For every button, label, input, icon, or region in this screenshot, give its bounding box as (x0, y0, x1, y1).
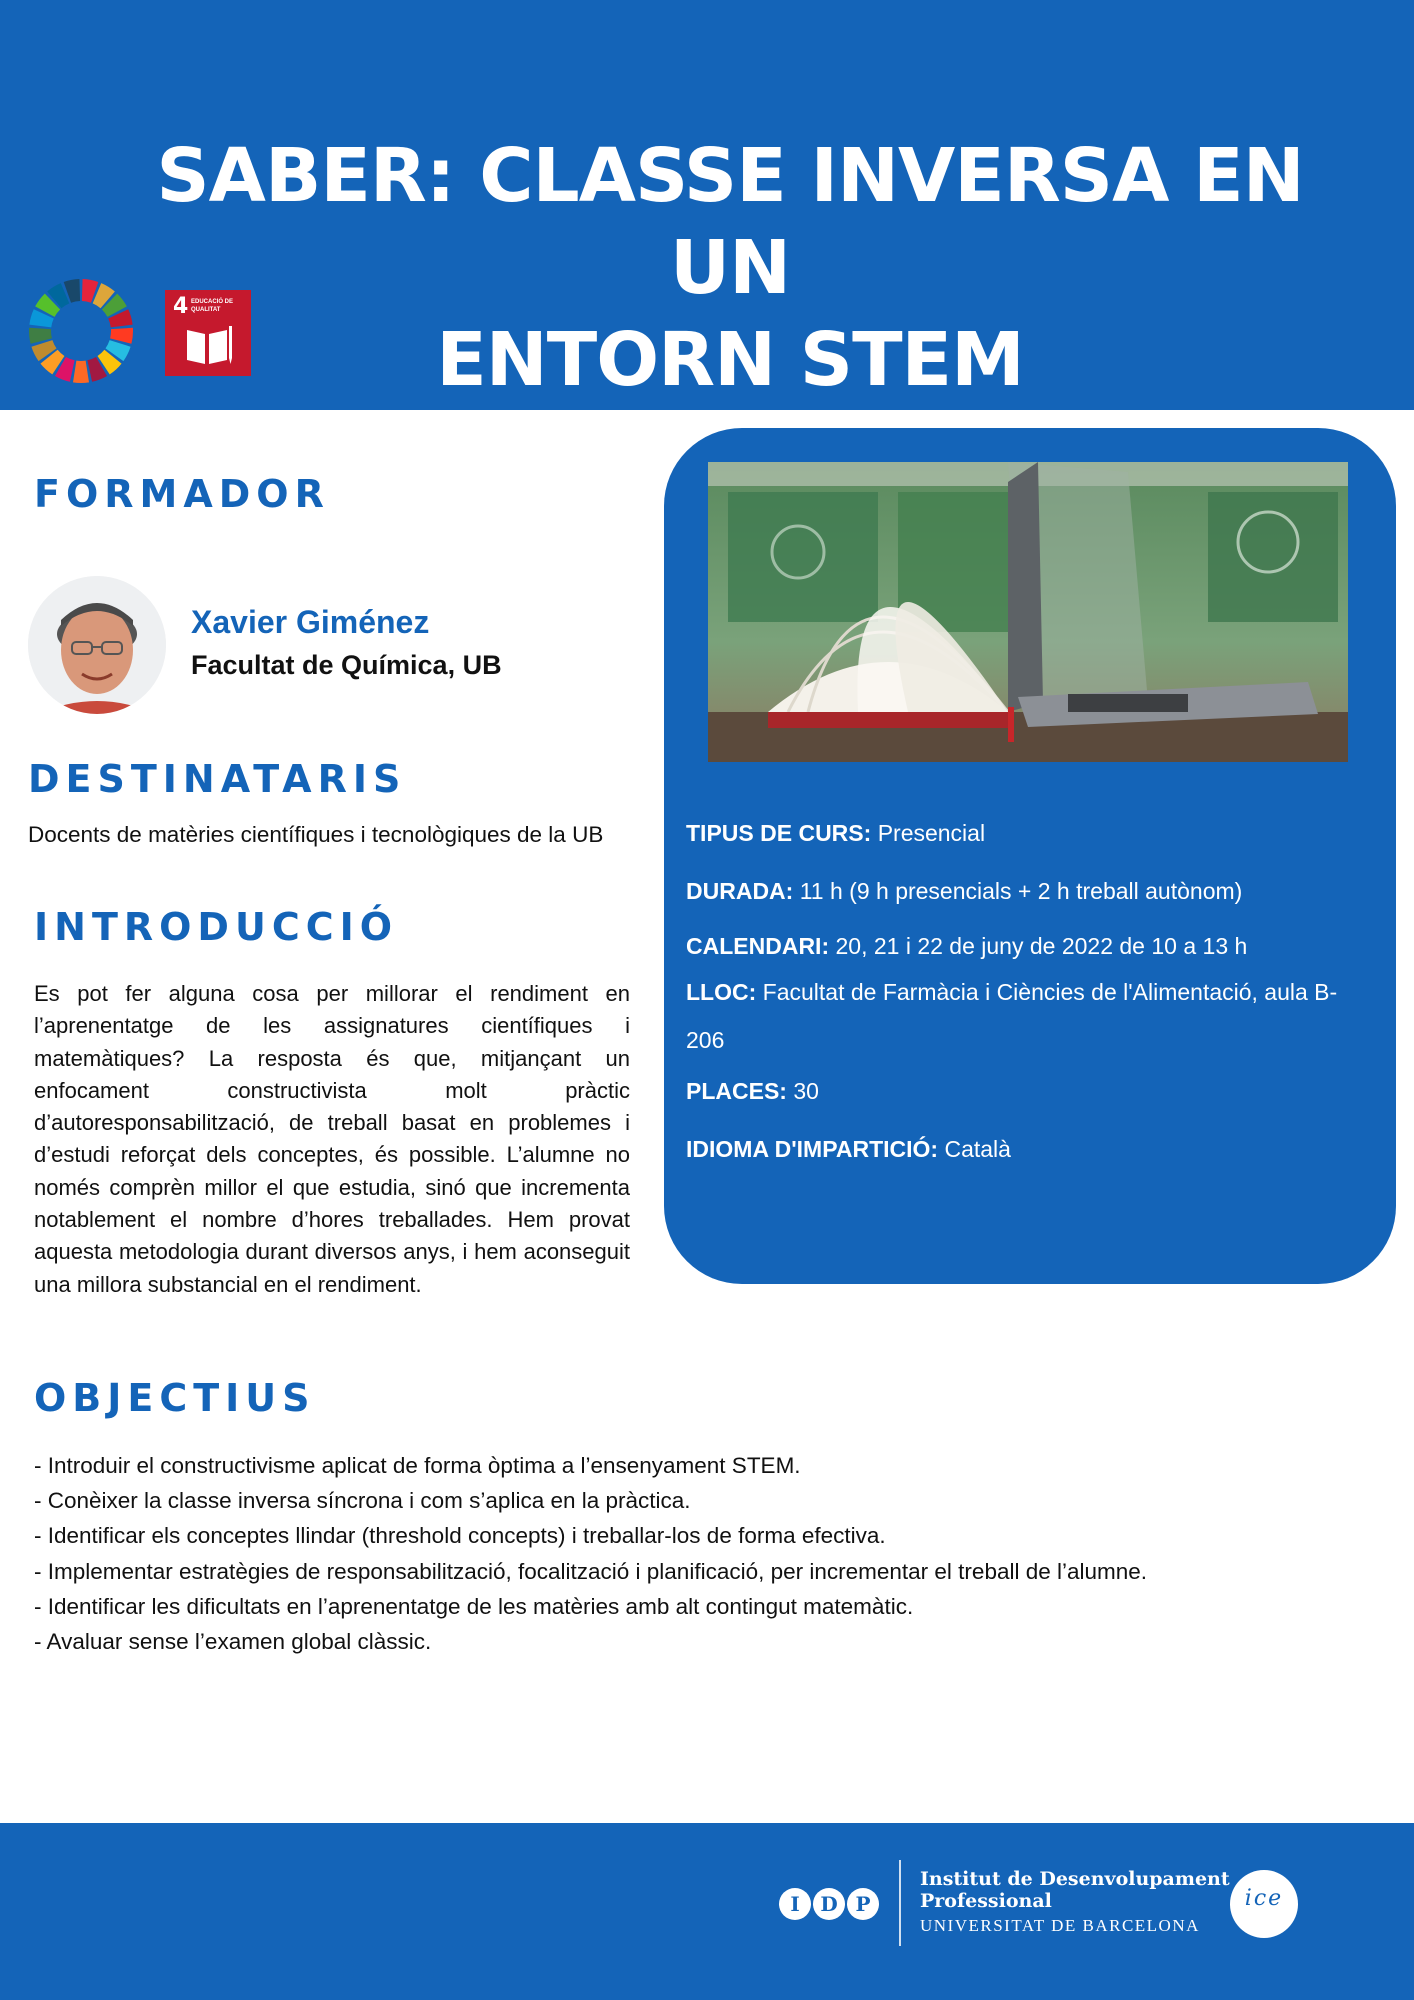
avatar (28, 576, 166, 714)
list-item: - Identificar els conceptes llindar (threshold concepts) i treballar-los de forma efectiva. (34, 1523, 886, 1549)
list-item: - Identificar les dificultats en l’aprenentatge de les matèries amb alt contingut matemàtic. (34, 1593, 914, 1619)
idp-letter-p: P (847, 1888, 879, 1920)
idp-letter-i: I (779, 1888, 811, 1920)
objectives-list (34, 1448, 1147, 1659)
list-item: - Conèixer la classe inversa síncrona i com s’aplica en la pràctica. (34, 1488, 691, 1514)
course-calendar-value: 20, 21 i 22 de juny de 2022 de 10 a 13 h (835, 933, 1248, 959)
page-title (100, 130, 1360, 406)
institute-name-line1: Institut de Desenvolupament (920, 1868, 1230, 1890)
institute-name-line2: Professional (920, 1890, 1052, 1912)
trainer-photo (28, 576, 166, 714)
sdg4-number: 4 (173, 294, 189, 319)
title-line-1: SABER: CLASSE INVERSA EN UN (156, 133, 1304, 311)
course-duration (686, 878, 1242, 905)
institute-name (920, 1868, 1230, 1912)
objectives-heading: OBJECTIUS (34, 1376, 316, 1420)
course-place-label: LLOC: (686, 979, 757, 1005)
introduction-text: Es pot fer alguna cosa per millorar el rendiment en l’aprenentatge de les assignatures científiques i matemàtiques? La resposta és que, mitjançant un enfocament constructivista molt pràctic d’autoresponsabilització, de treball basat en problemes i d’estudi reforçat dels conceptes, és possible. L’alumne no només comprèn millor el que estudia, sinó que incrementa notablement el nombre d’hores treballades. Hem provat aquesta metodologia durant diversos anys, i hem aconseguit una millora substancial en el rendiment. (34, 981, 630, 1297)
course-duration-label: DURADA: (686, 878, 794, 904)
trainer-name: Xavier Giménez (191, 604, 430, 640)
course-duration-value: 11 h (9 h presencials + 2 h treball autònom) (799, 878, 1243, 904)
book-laptop-image (708, 462, 1348, 762)
course-type-value: Presencial (877, 820, 986, 846)
course-place-line2: 206 (686, 1027, 725, 1053)
list-item: - Introduir el constructivisme aplicat de forma òptima a l’ensenyament STEM. (34, 1453, 801, 1478)
audience-text: Docents de matèries científiques i tecnològiques de la UB (28, 822, 604, 847)
list-item: - Avaluar sense l’examen global clàssic. (34, 1629, 432, 1655)
ice-logo-text: ice (1244, 1886, 1284, 1911)
course-photo (708, 462, 1348, 762)
introduction-heading: INTRODUCCIÓ (34, 905, 399, 949)
course-language-value: Català (944, 1136, 1011, 1162)
idp-letter-d: D (813, 1888, 845, 1920)
ice-logo (1230, 1870, 1298, 1938)
trainer-affiliation: Facultat de Química, UB (191, 650, 502, 680)
course-language-label: IDIOMA D'IMPARTICIÓ: (686, 1136, 939, 1162)
course-language (686, 1136, 1011, 1163)
course-place-value: Facultat de Farmàcia i Ciències de l'Alimentació, aula B- (762, 979, 1338, 1005)
sdg-wheel-segment (73, 361, 89, 383)
footer-divider (899, 1860, 901, 1946)
university-name: UNIVERSITAT DE BARCELONA (920, 1916, 1200, 1935)
list-item: - Implementar estratègies de responsabilització, focalització i planificació, per incrementar el treball de l’alumne. (34, 1558, 1148, 1584)
trainer-heading: FORMADOR (34, 472, 330, 516)
course-seats-value: 30 (793, 1078, 819, 1104)
sdg4-label: EDUCACIÓ DE QUALITAT (191, 299, 234, 313)
course-place (686, 979, 1337, 1006)
course-seats (686, 1078, 819, 1105)
sdg-wheel-icon (28, 278, 134, 384)
course-calendar (686, 933, 1247, 960)
title-line-2: ENTORN STEM (436, 317, 1024, 403)
book-icon (183, 324, 233, 368)
course-seats-label: PLACES: (686, 1078, 787, 1104)
course-calendar-label: CALENDARI: (686, 933, 830, 959)
audience-heading: DESTINATARIS (28, 757, 407, 801)
course-type (686, 820, 985, 847)
course-type-label: TIPUS DE CURS: (686, 820, 872, 846)
sdg4-logo (165, 290, 251, 376)
